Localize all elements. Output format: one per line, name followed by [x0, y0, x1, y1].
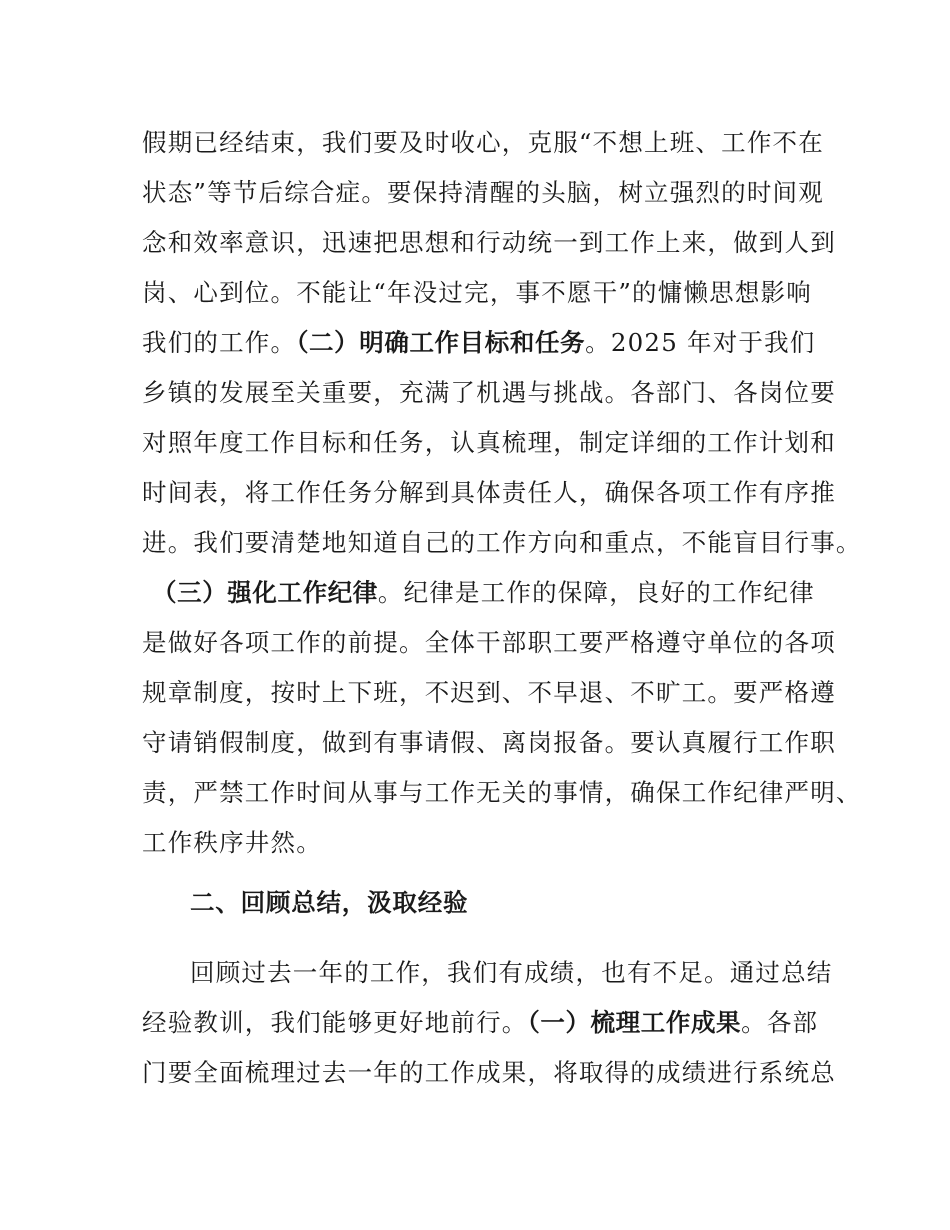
- body-text: 。各部: [741, 1008, 819, 1037]
- body-text: 。纪律是工作的保障，良好的工作纪律: [377, 578, 815, 607]
- subheading-inline: （三）强化工作纪律: [152, 578, 378, 607]
- body-line: 状态”等节后综合症。要保持清醒的头脑，树立强烈的时间观: [142, 178, 824, 207]
- body-line: [142, 328, 816, 358]
- body-line: 守请销假制度，做到有事请假、离岗报备。要认真履行工作职: [142, 728, 836, 757]
- body-line: 假期已经结束，我们要及时收心，克服“不想上班、工作不在: [142, 128, 824, 157]
- body-line: 时间表，将工作任务分解到具体责任人，确保各项工作有序推: [142, 478, 836, 507]
- body-line: 是做好各项工作的前提。全体干部职工要严格遵守单位的各项: [142, 628, 836, 657]
- body-line: 规章制度，按时上下班，不迟到、不早退、不旷工。要严格遵: [142, 678, 836, 707]
- body-text: 我们的工作。: [142, 328, 297, 357]
- subheading-inline: （一）梳理工作成果: [527, 1008, 742, 1037]
- body-line: 对照年度工作目标和任务，认真梳理，制定详细的工作计划和: [142, 428, 836, 457]
- body-line: 工作秩序井然。: [142, 828, 322, 857]
- section-heading: 二、回顾总结，汲取经验: [190, 888, 469, 917]
- body-text: 经验教训，我们能够更好地前行。: [142, 1008, 528, 1037]
- body-line: 回顾过去一年的工作，我们有成绩，也有不足。通过总结: [190, 958, 833, 987]
- body-line: [142, 1008, 818, 1038]
- body-line: [152, 578, 815, 608]
- body-text: 。2025 年对于我们: [585, 328, 816, 357]
- body-line: 念和效率意识，迅速把思想和行动统一到工作上来，做到人到: [142, 228, 836, 257]
- body-line: 进。我们要清楚地知道自己的工作方向和重点，不能盲目行事。: [142, 528, 862, 557]
- body-line: 乡镇的发展至关重要，充满了机遇与挑战。各部门、各岗位要: [142, 378, 836, 407]
- body-line: 岗、心到位。不能让“年没过完，事不愿干”的慵懒思想影响: [142, 278, 812, 307]
- body-line: 责，严禁工作时间从事与工作无关的事情，确保工作纪律严明、: [142, 778, 862, 807]
- body-line: 门要全面梳理过去一年的工作成果，将取得的成绩进行系统总: [142, 1058, 836, 1087]
- subheading-inline: （二）明确工作目标和任务: [296, 328, 586, 357]
